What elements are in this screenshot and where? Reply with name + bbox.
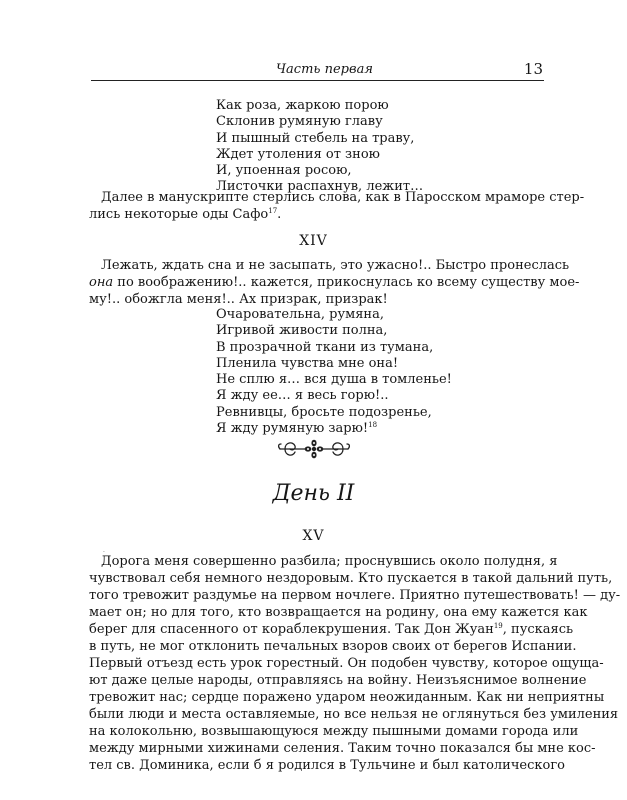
verse-line: В прозрачной ткани из тумана, [216,339,434,355]
text-line: чувствовал себя немного нездоровым. Кто пускается в такой дальний путь, [89,571,613,586]
verse-stanza-enchantress [216,307,452,437]
verse-line: Я жду ее… я весь горю!.. [216,388,389,404]
print-speck: · [103,549,105,556]
text-line: того тревожит раздумье на первом ночлеге. Приятно путешествовать! — ду- [89,588,621,603]
verse-line: Пленила чувства мне она! [216,355,399,371]
verse-line: И пышный стебель на траву, [216,130,415,146]
verse-line: Ждет утоления от зною [216,146,380,162]
verse-line: Как роза, жаркою порою [216,98,389,113]
text-line: она по воображению!.. кажется, прикоснулась ко всему существу мое- [89,275,580,290]
verse-line: Склонив румяную главу [216,114,383,130]
text-line: в путь, не мог отклонить печальных взоров своих от берегов Испании. [89,639,577,654]
chapter-heading-xiv: XIV [299,233,328,249]
footnote-ref: 17 [268,207,278,215]
text-line: Дорога меня совершенно разбила; проснувшись около полудня, я [101,554,558,569]
text-line: между мирными хижинами селения. Таким точно показался бы мне кос- [89,741,596,756]
text-line: Лежать, ждать сна и не засыпать, это ужасно!.. Быстро пронеслась [101,258,570,273]
verse-line: Листочки распахнув, лежит… [216,179,424,195]
text-line: тревожит нас; сердце поражено ударом неожиданным. Как ни неприятны [89,690,605,705]
paragraph-ghost [89,257,580,308]
emphasis-word: она [89,275,114,290]
text-line: Далее в манускрипте стерлись слова, как в Паросском мраморе стер- [101,190,585,205]
verse-line: Не сплю я… вся душа в томленье! [216,372,452,388]
text-line: ют даже целые народы, отправляясь на войну. Неизъяснимое волнение [89,673,587,688]
text-line: на колокольню, возвышающуюся между пышными домами города или [89,724,579,739]
text-line: берег для спасенного от кораблекрушения. Так Дон Жуан$^{19}$, пускаясь [89,622,574,637]
paragraph-journey [89,553,621,774]
footnote-ref: 19 [493,622,503,630]
text-line: му!.. обожгла меня!.. Ах призрак, призрак! [89,292,388,307]
footnote-ref: 18 [368,421,378,430]
text-line: были люди и места оставляемые, но все нельзя не оглянуться без умиления [89,707,619,722]
verse-line: И, упоенная росою, [216,163,352,179]
paragraph-manuscript [89,189,585,223]
text-line: мает он; но для того, кто возвращается на родину, она ему кажется как [89,605,588,620]
text-line: Первый отъезд есть урок горестный. Он подобен чувству, которое ощуща- [89,656,604,671]
page-number: 13 [523,60,543,78]
text-line: тел св. Доминика, если б я родился в Тульчине и был католического [89,758,565,773]
day-title: День II [272,481,355,506]
verse-line: Игривой живости полна, [216,323,388,339]
verse-line: Ревнивцы, бросьте подозренье, [216,404,432,420]
fleuron-ornament-icon [277,437,351,461]
header-rule [91,80,544,81]
verse-line: Я жду румяную зарю!$^{18}$ [216,421,378,437]
running-header-title: Часть первая [276,62,373,77]
chapter-heading-xv: XV [302,528,325,544]
verse-stanza-rose [216,98,423,196]
verse-line: Очаровательна, румяна, [216,307,384,322]
text-line: лись некоторые оды Сафо$^{17}$. [89,207,282,222]
